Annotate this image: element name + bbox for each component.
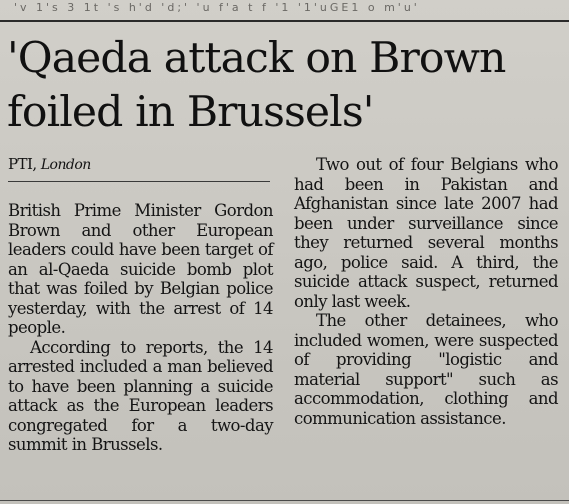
top-rule [0, 20, 569, 22]
right-paragraph-2: The other detainees, who included women, were suspected of providing "logistic and material support" such as accommodation, clothing and communication assistance. [294, 311, 558, 428]
headline-line-2: foiled in Brussels' [7, 88, 374, 137]
left-column [8, 155, 273, 455]
header-bleed-text: 'v 1's 3 1t 's h'd 'd;' 'u f'a t f '1 '1'uGE1 o m'u' [14, 1, 420, 14]
headline-line-1: 'Qaeda attack on Brown [7, 34, 506, 83]
left-paragraph-2: According to reports, the 14 arrested included a man believed to have been planning a suicide attack as the European leaders congregated for a two-day summit in Brussels. [8, 337, 273, 454]
byline-place: London [40, 157, 91, 173]
byline-rule [8, 181, 270, 182]
bottom-rule [0, 500, 569, 501]
left-paragraph-1: British Prime Minister Gordon Brown and other European leaders could have been target of an al-Qaeda suicide bomb plot that was foiled by Belgian police yesterday, with the arrest of 14 people. [8, 201, 273, 337]
right-paragraph-1: Two out of four Belgians who had been in Pakistan and Afghanistan since late 2007 had been under surveillance since they returned several months ago, police said. A third, the suicide attack suspect, returned only last week. [294, 155, 558, 311]
byline-agency: PTI, [8, 155, 37, 173]
right-column [294, 155, 558, 428]
byline [8, 155, 273, 177]
headline [7, 32, 563, 140]
